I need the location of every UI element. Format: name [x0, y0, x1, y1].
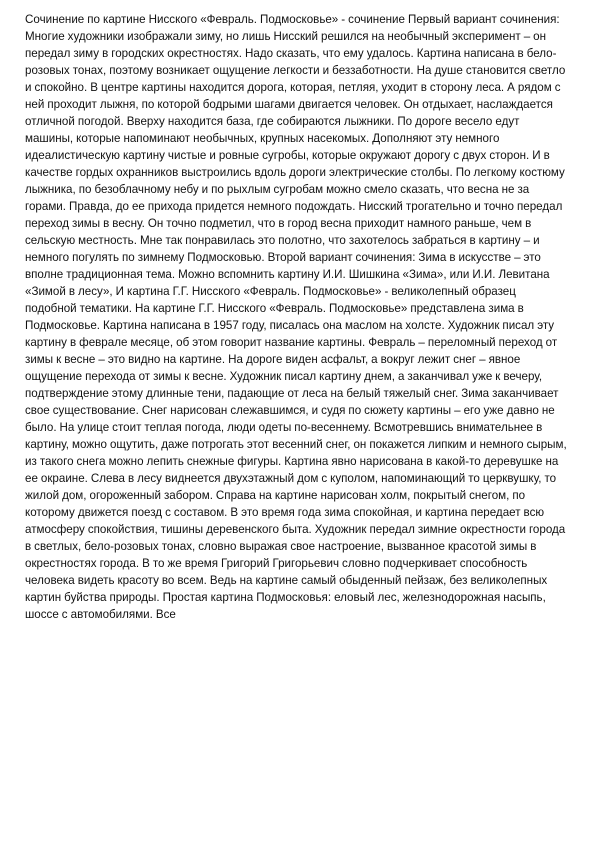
essay-body-text: Сочинение по картине Нисского «Февраль. Подмосковье» - сочинение Первый вариант сочинения: Многие художники изображали зиму, но лишь Нисский решился на необычный эксперимент – он передал зиму в городских окрестностях. Надо сказать, что ему удалось. Картина написана в бело-розовых тонах, поэтому возникает ощущение легкости и беззаботности. На душе становится светло и спокойно. В центре картины находится дорога, которая, петляя, уходит в сторону леса. А рядом с ней проходит лыжня, по которой бодрыми шагами двигается человек. Он отдыхает, наслаждается отличной погодой. Вверху находится база, где собираются лыжники. По дороге весело едут машины, которые напоминают необычных, крупных насекомых. Дополняют эту немного идеалистическую картину чистые и ровные сугробы, которые окружают дорогу с двух сторон. И в качестве гордых охранников выстроились вдоль дороги электрические столбы. По легкому костюму лыжника, по безоблачному небу и по рыхлым сугробам можно смело сказать, что весна не за горами. Правда, до ее прихода придется немного подождать. Нисский трогательно и точно передал переход зимы в весну. Он точно подметил, что в город весна приходит намного раньше, чем в сельскую местность. Мне так понравилась это полотно, что захотелось забраться в картину – и немного погулять по зимнему Подмосковью. Второй вариант сочинения: Зима в искусстве – это вполне традиционная тема. Можно вспомнить картину И.И. Шишкина «Зима», или И.И. Левитана «Зимой в лесу», И картина Г.Г. Нисского «Февраль. Подмосковье» - великолепный образец подобной тематики. На картине Г.Г. Нисского «Февраль. Подмосковье» представлена зима в Подмосковье. Картина написана в 1957 году, писалась она маслом на холсте. Художник писал эту картину в феврале месяце, об этом говорит название картины. Февраль – переломный переход от зимы к весне – это видно на картине. На дороге виден асфальт, а вокруг лежит снег – явное ощущение перехода от зимы к весне. Художник писал картину днем, а заканчивал уже к вечеру, подтверждение этому длинные тени, падающие от леса на белый тяжелый снег. Зима заканчивает свое существование. Снег нарисован слежавшимся, и судя по сюжету картины – его уже давно не было. На улице стоит теплая погода, люди одеты по-весеннему. Всмотревшись внимательнее в картину, можно ощутить, даже потрогать этот весенний снег, он покажется липким и немного сырым, из такого снега можно лепить снежные фигуры. Картина явно нарисована в какой-то деревушке на ее окраине. Слева в лесу виднеется двухэтажный дом с куполом, напоминающий то церквушку, то жилой дом, огороженный забором. Справа на картине нарисован холм, покрытый снегом, по которому движется поезд с составом. В это время года зима спокойная, и картина передает всю атмосферу спокойствия, тишины деревенского быта. Художник передал зимние окрестности города в светлых, бело-розовых тонах, словно выражая свое настроение, вызванное красотой зимы в окрестностях города. В то же время Григорий Григорьевич словно подчеркивает способность человека видеть красоту во всем. Ведь на картине самый обыденный пейзаж, без великолепных картин буйства природы. Простая картина Подмосковья: еловый лес, железнодорожная насыпь, шоссе с автомобилями. Все: [25, 13, 567, 621]
